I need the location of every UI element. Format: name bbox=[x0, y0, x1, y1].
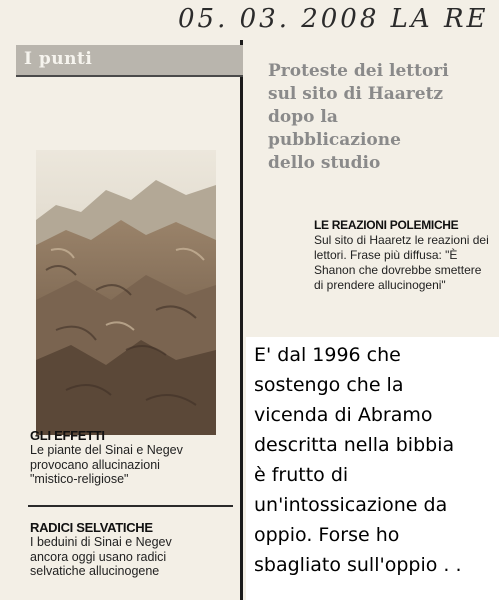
roots-caption bbox=[30, 520, 235, 579]
roots-title: RADICI SELVATICHE bbox=[30, 520, 153, 535]
article-headline: Proteste dei lettori sul sito di Haaretz dopo la pubblicazione dello studio bbox=[268, 61, 449, 173]
sidebar-column bbox=[16, 40, 243, 600]
reactions-title: LE REAZIONI POLEMICHE bbox=[314, 218, 459, 232]
section-band bbox=[16, 45, 243, 77]
reactions-caption bbox=[314, 218, 494, 293]
comment-text: E' dal 1996 che sostengo che la vicenda di Abramo descritta nella bibbia è frutto di un'intossicazione da oppio. Forse ho sbagliato sull'oppio . . bbox=[254, 344, 462, 576]
handwritten-date: 05. 03. 2008 LA RE bbox=[178, 4, 489, 34]
roots-text: I beduini di Sinai e Negev ancora oggi usano radici selvatiche allucinogene bbox=[30, 535, 172, 578]
effects-title: GLI EFFETTI bbox=[30, 428, 105, 443]
desert-photo bbox=[36, 150, 216, 435]
effects-caption bbox=[30, 428, 235, 487]
section-label: I punti bbox=[24, 49, 93, 69]
rock-landscape-image bbox=[36, 150, 216, 435]
divider bbox=[28, 505, 233, 507]
reactions-text: Sul sito di Haaretz le reazioni dei lettori. Frase più diffusa: "È Shanon che dovrebbe smettere di prendere allucinogeni" bbox=[314, 233, 489, 292]
effects-text: Le piante del Sinai e Negev provocano allucinazioni "mistico-religiose" bbox=[30, 443, 183, 486]
